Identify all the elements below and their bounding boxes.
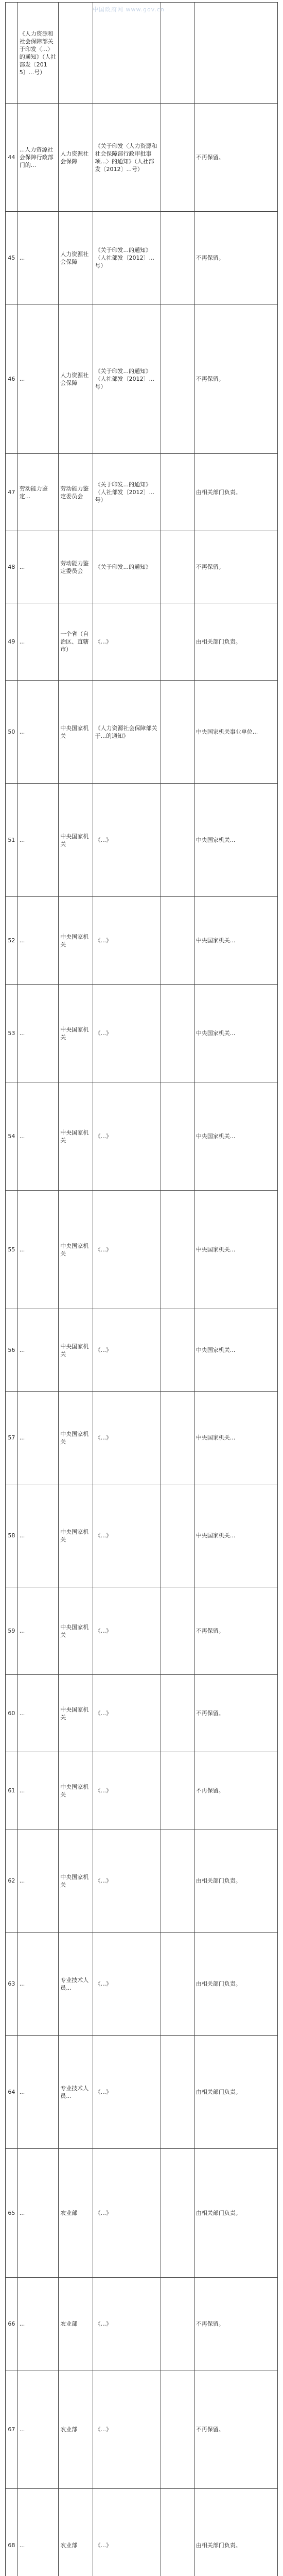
item-name-cell: ... [17, 1191, 59, 1309]
department-cell: 中央国家机关 [59, 985, 93, 1082]
table-row [6, 897, 278, 985]
basis-document-cell: 《关于印发〈人力资源和社会保障部行政审批事项...〉的通知》（人社部发〔2012〕...号） [93, 104, 161, 212]
item-name-cell: ... [17, 1933, 59, 2036]
department-cell: 中央国家机关 [59, 1191, 93, 1309]
basis-document-cell: 《...》 [93, 1829, 161, 1933]
basis-document-cell: 《...》 [93, 985, 161, 1082]
row-number-cell: 52 [6, 897, 18, 985]
note-cell: 中央国家机关... [194, 784, 277, 897]
table-row [6, 2370, 278, 2489]
note-cell: 由相关部门负责。 [194, 454, 277, 531]
row-number-cell [6, 3, 18, 104]
row-number-cell: 45 [6, 212, 18, 304]
item-name-cell: ... [17, 2036, 59, 2149]
action-cell [161, 784, 194, 897]
table-row [6, 212, 278, 304]
table-row [6, 985, 278, 1082]
department-cell: 中央国家机关 [59, 1484, 93, 1587]
item-name-cell: ... [17, 1752, 59, 1829]
row-number-cell: 68 [6, 2489, 18, 2576]
department-cell: 人力资源社会保障 [59, 104, 93, 212]
action-cell [161, 1309, 194, 1392]
note-cell: 中央国家机关... [194, 1392, 277, 1484]
department-cell: 一个省（自治区、直辖市） [59, 603, 93, 681]
action-cell [161, 1933, 194, 2036]
table-row [6, 1587, 278, 1675]
basis-document-cell: 《人力资源社会保障部关于...的通知》 [93, 681, 161, 784]
item-name-cell: ... [17, 897, 59, 985]
table-row [6, 2278, 278, 2370]
basis-document-cell: 《...》 [93, 897, 161, 985]
department-cell: 专业技术人员... [59, 2036, 93, 2149]
note-cell [194, 3, 277, 104]
table-row [6, 1392, 278, 1484]
table-row [6, 1082, 278, 1191]
row-number-cell: 58 [6, 1484, 18, 1587]
basis-document-cell: 《...》 [93, 2036, 161, 2149]
row-number-cell: 63 [6, 1933, 18, 2036]
action-cell [161, 2036, 194, 2149]
table-row [6, 304, 278, 454]
department-cell: 劳动能力鉴定委员会 [59, 454, 93, 531]
department-cell: 中央国家机关 [59, 1392, 93, 1484]
action-cell [161, 1082, 194, 1191]
item-name-cell: ... [17, 1587, 59, 1675]
item-name-cell: ... [17, 1675, 59, 1752]
action-cell [161, 2278, 194, 2370]
note-cell: 中央国家机关... [194, 985, 277, 1082]
row-number-cell: 44 [6, 104, 18, 212]
row-number-cell: 46 [6, 304, 18, 454]
note-cell: 不再保留。 [194, 1675, 277, 1752]
action-cell [161, 681, 194, 784]
basis-document-cell: 《...》 [93, 1392, 161, 1484]
table-row [6, 681, 278, 784]
action-cell [161, 1675, 194, 1752]
note-cell: 中央国家机关事业单位... [194, 681, 277, 784]
note-cell: 不再保留。 [194, 104, 277, 212]
action-cell [161, 212, 194, 304]
department-cell: 人力资源社会保障 [59, 304, 93, 454]
department-cell: 农业部 [59, 2278, 93, 2370]
note-cell: 由相关部门负责。 [194, 1933, 277, 2036]
basis-document-cell: 《关于印发...的通知》（人社部发〔2012〕...号） [93, 454, 161, 531]
action-cell [161, 531, 194, 603]
table-row [6, 2036, 278, 2149]
department-cell: 中央国家机关 [59, 1082, 93, 1191]
note-cell: 由相关部门负责。 [194, 2036, 277, 2149]
table-row [6, 3, 278, 104]
item-name-cell: ... [17, 1309, 59, 1392]
note-cell: 中央国家机关... [194, 1082, 277, 1191]
row-number-cell: 67 [6, 2370, 18, 2489]
basis-document-cell: 《...》 [93, 1675, 161, 1752]
item-name-cell: ... [17, 681, 59, 784]
department-cell: 中央国家机关 [59, 1675, 93, 1752]
action-cell [161, 897, 194, 985]
note-cell: 不再保留。 [194, 1752, 277, 1829]
department-cell: 人力资源社会保障 [59, 212, 93, 304]
item-name-cell: ... [17, 2489, 59, 2576]
note-cell: 不再保留。 [194, 1587, 277, 1675]
note-cell: 不再保留。 [194, 2370, 277, 2489]
action-cell [161, 104, 194, 212]
item-name-cell: ... [17, 2370, 59, 2489]
table-row [6, 784, 278, 897]
item-name-cell: ... [17, 531, 59, 603]
basis-document-cell: 《...》 [93, 784, 161, 897]
action-cell [161, 1191, 194, 1309]
row-number-cell: 59 [6, 1587, 18, 1675]
table-row [6, 1933, 278, 2036]
action-cell [161, 2370, 194, 2489]
note-cell: 不再保留。 [194, 2278, 277, 2370]
action-cell [161, 1484, 194, 1587]
table-row [6, 1829, 278, 1933]
table-row [6, 104, 278, 212]
row-number-cell: 48 [6, 531, 18, 603]
action-cell [161, 2149, 194, 2278]
action-cell [161, 454, 194, 531]
note-cell: 由相关部门负责。 [194, 1829, 277, 1933]
item-name-cell: ... [17, 784, 59, 897]
action-cell [161, 3, 194, 104]
department-cell: 中央国家机关 [59, 1829, 93, 1933]
item-name-cell: ... [17, 1829, 59, 1933]
action-cell [161, 985, 194, 1082]
row-number-cell: 64 [6, 2036, 18, 2149]
note-cell: 中央国家机关... [194, 1484, 277, 1587]
basis-document-cell: 《...》 [93, 2149, 161, 2278]
basis-document-cell: 《...》 [93, 603, 161, 681]
basis-document-cell [93, 3, 161, 104]
basis-document-cell: 《...》 [93, 2370, 161, 2489]
item-name-cell: 《人力资源和社会保障部关于印发〈...〉的通知》（人社部发〔2015〕...号） [17, 3, 59, 104]
note-cell: 中央国家机关... [194, 1309, 277, 1392]
row-number-cell: 56 [6, 1309, 18, 1392]
basis-document-cell: 《...》 [93, 1309, 161, 1392]
table-row [6, 1752, 278, 1829]
item-name-cell: ... [17, 1392, 59, 1484]
table-row [6, 1675, 278, 1752]
watermark: 中国政府网 www.gov.cn [93, 6, 165, 13]
department-cell: 农业部 [59, 2489, 93, 2576]
items-table-body [6, 3, 278, 2576]
basis-document-cell: 《...》 [93, 1484, 161, 1587]
row-number-cell: 61 [6, 1752, 18, 1829]
table-row [6, 1309, 278, 1392]
item-name-cell: ... [17, 985, 59, 1082]
department-cell: 中央国家机关 [59, 1587, 93, 1675]
department-cell: 中央国家机关 [59, 1309, 93, 1392]
basis-document-cell: 《关于印发...的通知》 [93, 531, 161, 603]
department-cell: 农业部 [59, 2370, 93, 2489]
item-name-cell: ... [17, 603, 59, 681]
department-cell [59, 3, 93, 104]
row-number-cell: 66 [6, 2278, 18, 2370]
row-number-cell: 54 [6, 1082, 18, 1191]
row-number-cell: 65 [6, 2149, 18, 2278]
item-name-cell: ... [17, 1484, 59, 1587]
row-number-cell: 50 [6, 681, 18, 784]
row-number-cell: 49 [6, 603, 18, 681]
action-cell [161, 1587, 194, 1675]
department-cell: 中央国家机关 [59, 897, 93, 985]
department-cell: 中央国家机关 [59, 784, 93, 897]
table-row [6, 2489, 278, 2576]
basis-document-cell: 《...》 [93, 1752, 161, 1829]
basis-document-cell: 《关于印发...的通知》（人社部发〔2012〕...号） [93, 304, 161, 454]
row-number-cell: 57 [6, 1392, 18, 1484]
action-cell [161, 1392, 194, 1484]
note-cell: 由相关部门负责。 [194, 2149, 277, 2278]
item-name-cell: ...人力资源社会保障行政部门的... [17, 104, 59, 212]
table-row [6, 1191, 278, 1309]
action-cell [161, 304, 194, 454]
item-name-cell: ... [17, 1082, 59, 1191]
note-cell: 不再保留。 [194, 304, 277, 454]
table-row [6, 2149, 278, 2278]
action-cell [161, 603, 194, 681]
action-cell [161, 2489, 194, 2576]
action-cell [161, 1829, 194, 1933]
item-name-cell: ... [17, 2149, 59, 2278]
basis-document-cell: 《...》 [93, 1191, 161, 1309]
department-cell: 中央国家机关 [59, 681, 93, 784]
row-number-cell: 55 [6, 1191, 18, 1309]
department-cell: 农业部 [59, 2149, 93, 2278]
row-number-cell: 60 [6, 1675, 18, 1752]
row-number-cell: 62 [6, 1829, 18, 1933]
basis-document-cell: 《关于印发...的通知》（人社部发〔2012〕...号） [93, 212, 161, 304]
basis-document-cell: 《...》 [93, 1587, 161, 1675]
note-cell: 不再保留。 [194, 212, 277, 304]
basis-document-cell: 《...》 [93, 2278, 161, 2370]
basis-document-cell: 《...》 [93, 1082, 161, 1191]
action-cell [161, 1752, 194, 1829]
department-cell: 劳动能力鉴定委员会 [59, 531, 93, 603]
note-cell: 中央国家机关... [194, 897, 277, 985]
basis-document-cell: 《...》 [93, 2489, 161, 2576]
department-cell: 中央国家机关 [59, 1752, 93, 1829]
item-name-cell: ... [17, 2278, 59, 2370]
items-table [5, 2, 278, 2576]
row-number-cell: 53 [6, 985, 18, 1082]
item-name-cell: ... [17, 212, 59, 304]
note-cell: 中央国家机关... [194, 1191, 277, 1309]
department-cell: 专业技术人员... [59, 1933, 93, 2036]
row-number-cell: 47 [6, 454, 18, 531]
item-name-cell: 劳动能力鉴定... [17, 454, 59, 531]
table-row [6, 603, 278, 681]
item-name-cell: ... [17, 304, 59, 454]
table-row [6, 1484, 278, 1587]
row-number-cell: 51 [6, 784, 18, 897]
basis-document-cell: 《...》 [93, 1933, 161, 2036]
note-cell: 不再保留。 [194, 531, 277, 603]
note-cell: 由相关部门负责。 [194, 2489, 277, 2576]
table-row [6, 454, 278, 531]
note-cell: 由相关部门负责。 [194, 603, 277, 681]
table-row [6, 531, 278, 603]
